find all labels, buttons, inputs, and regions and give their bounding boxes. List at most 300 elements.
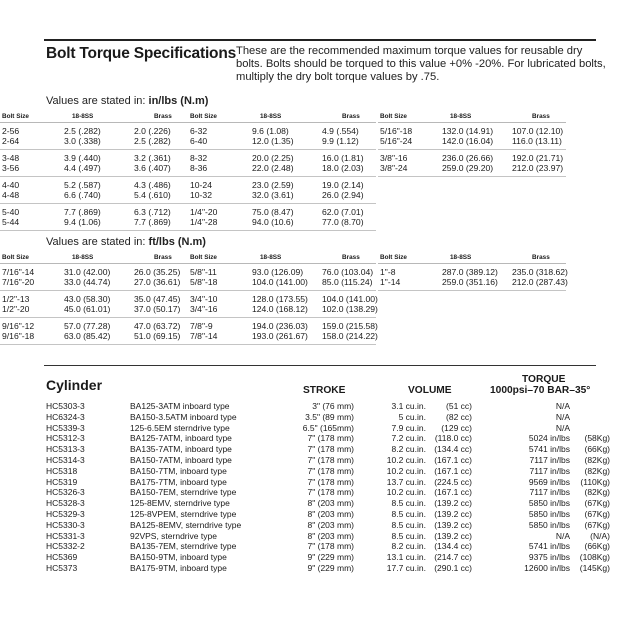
table-cell: 1/4"-20: [190, 207, 218, 217]
cylinder-cell: (82Kg): [584, 465, 610, 476]
row-group: [188, 123, 376, 150]
column-header: 18-8SS: [450, 113, 472, 120]
table-cell: 3-48: [2, 153, 20, 163]
cylinder-cell: HC5319: [46, 476, 78, 487]
table-cell: 212.0 (287.43): [512, 277, 568, 287]
table-cell: 3/8"-16: [380, 153, 408, 163]
column-header: Bolt Size: [190, 254, 217, 261]
cylinder-cell: N/A: [555, 411, 570, 422]
table-cell: 85.0 (115.24): [322, 277, 373, 287]
table-cell: 9.9 (1.12): [322, 136, 359, 146]
cylinder-cell: 7.2 cu.in.: [391, 433, 426, 444]
cylinder-cell: HC5318: [46, 465, 78, 476]
table-row: [0, 190, 188, 200]
cylinder-cell: N/A: [555, 422, 570, 433]
table-cell: 4-40: [2, 180, 20, 190]
column-header: Bolt Size: [190, 113, 217, 120]
row-group: [0, 150, 188, 177]
table-cell: 5.4 (.610): [134, 190, 171, 200]
row-group: [0, 291, 188, 318]
table-cell: 26.0 (35.25): [134, 267, 181, 277]
table-cell: 3/4"-10: [190, 294, 218, 304]
table-cell: 31.0 (42.00): [64, 267, 111, 277]
table-cell: 8-36: [190, 163, 208, 173]
table-cell: 142.0 (16.04): [442, 136, 494, 146]
cylinder-row: [46, 465, 610, 477]
table-row: [188, 180, 376, 190]
cylinder-cell: HC5339-3: [46, 422, 85, 433]
cylinder-cell: BA125-7ATM, inboard type: [130, 433, 232, 444]
cylinder-cell: (51 cc): [446, 401, 472, 411]
cylinder-cell: 5850 in/lbs: [528, 508, 570, 519]
table-cell: 5-40: [2, 207, 20, 217]
cylinder-cell: 5024 in/lbs: [528, 433, 570, 444]
table-cell: 259.0 (351.16): [442, 277, 498, 287]
cylinder-cell: (82 cc): [446, 411, 472, 422]
table-cell: 16.0 (1.81): [322, 153, 364, 163]
table-cell: 8-32: [190, 153, 208, 163]
cylinder-row: [46, 476, 610, 488]
table-cell: 5/16"-24: [380, 136, 413, 146]
intro-paragraph: These are the recommended maximum torque values for reusable dry bolts. Bolts should be torqued to this value +0% -20%. For lubricated bolts, multiply the dry bolt torque values by .75.: [236, 45, 606, 84]
table-row: [378, 153, 566, 163]
table-row: [0, 277, 188, 287]
cylinder-cell: 125-8EMV, sterndrive type: [130, 498, 230, 509]
cylinder-cell: HC5303-3: [46, 401, 85, 411]
cylinder-cell: 5 cu.in.: [398, 411, 426, 422]
torque-table: [188, 112, 376, 231]
table-cell: 10-32: [190, 190, 212, 200]
table-cell: 9/16"-18: [2, 331, 35, 341]
table-cell: 132.0 (14.91): [442, 126, 494, 136]
table-row: [188, 294, 376, 304]
table-cell: 5/8"-18: [190, 277, 218, 287]
cylinder-cell: BA125-3ATM inboard type: [130, 401, 230, 411]
cylinder-cell: 9" (229 mm): [307, 562, 354, 573]
column-header: 18-8SS: [450, 254, 472, 261]
table-row: [188, 304, 376, 314]
cylinder-cell: (167.1 cc): [434, 487, 472, 498]
table-cell: 9/16"-12: [2, 321, 35, 331]
table-cell: 5/8"-11: [190, 267, 217, 277]
cylinder-cell: (66Kg): [584, 444, 610, 455]
table-header: [378, 112, 566, 123]
torque-table: [0, 112, 188, 231]
table-cell: 7/16"-14: [2, 267, 35, 277]
units-label-inlbs: [46, 95, 208, 107]
cylinder-cell: (N/A): [590, 530, 610, 541]
table-row: [0, 321, 188, 331]
table-cell: 194.0 (236.03): [252, 321, 308, 331]
table-row: [0, 304, 188, 314]
column-header: Bolt Size: [2, 113, 29, 120]
cylinder-cell: HC5329-3: [46, 508, 85, 519]
cylinder-cell: 5850 in/lbs: [528, 519, 570, 530]
table-cell: 3.0 (.338): [64, 136, 101, 146]
table-header: [378, 253, 566, 264]
table-cell: 236.0 (26.66): [442, 153, 494, 163]
volume-header: VOLUME: [408, 385, 452, 396]
table-cell: 1"-14: [380, 277, 401, 287]
cylinder-cell: (290.1 cc): [434, 562, 472, 573]
cylinder-cell: 7" (178 mm): [307, 465, 354, 476]
cylinder-row: [46, 433, 610, 444]
table-cell: 158.0 (214.22): [322, 331, 378, 341]
table-cell: 23.0 (2.59): [252, 180, 294, 190]
table-row: [0, 294, 188, 304]
cylinder-cell: 5741 in/lbs: [528, 541, 570, 552]
table-cell: 94.0 (10.6): [252, 217, 294, 227]
cylinder-cell: (67Kg): [584, 508, 610, 519]
table-cell: 7.7 (.869): [64, 207, 101, 217]
table-row: [0, 207, 188, 217]
cylinder-cell: 5741 in/lbs: [528, 444, 570, 455]
table-row: [0, 217, 188, 227]
cylinder-cell: HC5373: [46, 562, 78, 573]
table-row: [0, 163, 188, 173]
cylinder-cell: (67Kg): [584, 519, 610, 530]
cylinder-row: [46, 519, 610, 531]
table-header: [0, 112, 188, 123]
cylinder-cell: (58Kg): [584, 433, 610, 444]
cylinder-cell: 6.5" (165mm): [302, 422, 354, 433]
cylinder-cell: (139.2 cc): [434, 519, 472, 530]
row-group: [188, 150, 376, 177]
cylinder-cell: BA175-7TM, inboard type: [130, 476, 227, 487]
table-row: [188, 163, 376, 173]
table-cell: 37.0 (50.17): [134, 304, 181, 314]
row-group: [188, 264, 376, 291]
table-cell: 3-56: [2, 163, 20, 173]
cylinder-cell: HC5312-3: [46, 433, 85, 444]
table-row: [188, 126, 376, 136]
row-group: [378, 264, 566, 291]
table-cell: 2.5 (.282): [134, 136, 171, 146]
column-header: 18-8SS: [260, 254, 282, 261]
cylinder-table: [46, 401, 610, 574]
column-header: 18-8SS: [260, 113, 282, 120]
column-header: Bolt Size: [2, 254, 29, 261]
row-group: [0, 318, 188, 345]
table-cell: 62.0 (7.01): [322, 207, 364, 217]
column-header: Brass: [532, 113, 550, 120]
table-cell: 10-24: [190, 180, 212, 190]
table-cell: 4-48: [2, 190, 20, 200]
cylinder-cell: 7" (178 mm): [307, 487, 354, 498]
cylinder-cell: N/A: [555, 401, 570, 411]
column-header: Brass: [342, 113, 360, 120]
units-value: ft/lbs (N.m): [148, 236, 206, 248]
cylinder-cell: 7" (178 mm): [307, 444, 354, 455]
table-row: [0, 136, 188, 146]
table-cell: 19.0 (2.14): [322, 180, 364, 190]
cylinder-cell: (134.4 cc): [434, 541, 472, 552]
table-cell: 35.0 (47.45): [134, 294, 181, 304]
cylinder-cell: (139.2 cc): [434, 498, 472, 509]
table-cell: 192.0 (21.71): [512, 153, 564, 163]
table-cell: 102.0 (138.29): [322, 304, 378, 314]
table-cell: 3/4"-16: [190, 304, 218, 314]
table-row: [0, 126, 188, 136]
page-title: Bolt Torque Specifications: [46, 45, 237, 62]
cylinder-cell: (134.4 cc): [434, 444, 472, 455]
torque-table: [378, 253, 566, 291]
table-row: [188, 277, 376, 287]
cylinder-cell: BA150-7ATM, inboard type: [130, 454, 232, 465]
cylinder-cell: (67Kg): [584, 498, 610, 509]
cylinder-row: [46, 423, 606, 434]
table-row: [378, 136, 566, 146]
table-row: [188, 267, 376, 277]
table-cell: 3.9 (.440): [64, 153, 101, 163]
cylinder-cell: 92VPS, sterndrive type: [130, 530, 217, 541]
cylinder-cell: (82Kg): [584, 454, 610, 465]
cylinder-cell: BA150-3.5ATM inboard type: [130, 411, 237, 422]
table-cell: 32.0 (3.61): [252, 190, 294, 200]
table-cell: 75.0 (8.47): [252, 207, 294, 217]
cylinder-cell: (145Kg): [579, 562, 610, 573]
table-cell: 6-32: [190, 126, 208, 136]
cylinder-cell: 10.2 cu.in.: [386, 465, 426, 476]
column-header: Brass: [154, 254, 172, 261]
table-cell: 4.4 (.497): [64, 163, 101, 173]
table-cell: 4.3 (.486): [134, 180, 171, 190]
cylinder-row: [46, 552, 610, 563]
table-row: [378, 163, 566, 173]
table-cell: 7/8"-9: [190, 321, 213, 331]
table-row: [0, 180, 188, 190]
cylinder-cell: 125-8VPEM, sterndrive type: [130, 508, 237, 519]
row-group: [378, 150, 566, 177]
table-row: [188, 136, 376, 146]
table-header: [188, 112, 376, 123]
cylinder-cell: HC5331-3: [46, 530, 85, 541]
row-group: [0, 123, 188, 150]
cylinder-row: [46, 444, 610, 455]
cylinder-cell: 9375 in/lbs: [528, 552, 570, 563]
cylinder-cell: (129 cc): [441, 422, 472, 433]
table-row: [188, 217, 376, 227]
table-cell: 128.0 (173.55): [252, 294, 308, 304]
table-row: [378, 126, 566, 136]
cylinder-cell: 10.2 cu.in.: [386, 487, 426, 498]
table-cell: 6.3 (.712): [134, 207, 171, 217]
table-cell: 116.0 (13.11): [512, 136, 562, 146]
table-cell: 47.0 (63.72): [134, 321, 181, 331]
stroke-header: STROKE: [303, 385, 346, 396]
cylinder-cell: (214.7 cc): [434, 552, 472, 563]
cylinder-cell: 8.5 cu.in.: [391, 498, 426, 509]
cylinder-cell: 5850 in/lbs: [528, 498, 570, 509]
cylinder-title: Cylinder: [46, 377, 103, 393]
cylinder-cell: HC6324-3: [46, 411, 85, 422]
cylinder-cell: (118.0 cc): [434, 433, 472, 444]
table-cell: 287.0 (389.12): [442, 267, 498, 277]
cylinder-cell: BA150-7EM, sterndrive type: [130, 487, 237, 498]
table-row: [0, 267, 188, 277]
table-cell: 7.7 (.869): [134, 217, 171, 227]
table-row: [188, 207, 376, 217]
units-label-ftlbs: [46, 236, 206, 248]
table-cell: 12.0 (1.35): [252, 136, 294, 146]
cylinder-row: [46, 541, 610, 552]
column-header: 18-8SS: [72, 254, 94, 261]
row-group: [0, 264, 188, 291]
cylinder-cell: 8" (203 mm): [307, 519, 354, 530]
cylinder-cell: 13.1 cu.in.: [386, 552, 426, 563]
row-group: [0, 204, 188, 231]
units-prefix: Values are stated in:: [46, 95, 146, 107]
cylinder-cell: 8.5 cu.in.: [391, 530, 426, 541]
table-row: [0, 331, 188, 341]
cylinder-cell: (82Kg): [584, 487, 610, 498]
table-header: [0, 253, 188, 264]
cylinder-cell: N/A: [555, 530, 570, 541]
torque-table: [0, 253, 188, 345]
cylinder-cell: 9" (229 mm): [307, 552, 354, 563]
cylinder-cell: HC5332-2: [46, 541, 85, 552]
table-cell: 63.0 (85.42): [64, 331, 111, 341]
cylinder-row: [46, 401, 606, 412]
cylinder-cell: 125-6.5EM sterndrive type: [130, 422, 230, 433]
table-cell: 259.0 (29.20): [442, 163, 494, 173]
cylinder-row: [46, 508, 610, 520]
column-header: 18-8SS: [72, 113, 94, 120]
section-divider: [44, 365, 596, 366]
cylinder-cell: BA150-9TM, inboard type: [130, 552, 227, 563]
table-row: [378, 277, 566, 287]
table-row: [0, 153, 188, 163]
cylinder-row: [46, 498, 610, 509]
cylinder-cell: BA150-7TM, inboard type: [130, 465, 227, 476]
cylinder-row: [46, 454, 610, 466]
table-cell: 1/2"-13: [2, 294, 30, 304]
table-cell: 33.0 (44.74): [64, 277, 111, 287]
table-cell: 93.0 (126.09): [252, 267, 304, 277]
table-row: [188, 190, 376, 200]
torque-table: [378, 112, 566, 177]
cylinder-cell: (167.1 cc): [434, 454, 472, 465]
table-cell: 26.0 (2.94): [322, 190, 364, 200]
column-header: Bolt Size: [380, 113, 407, 120]
table-cell: 9.4 (1.06): [64, 217, 101, 227]
cylinder-cell: (139.2 cc): [434, 530, 472, 541]
cylinder-cell: BA135-7ATM, inboard type: [130, 444, 232, 455]
cylinder-row: [46, 487, 610, 498]
cylinder-cell: 7117 in/lbs: [529, 487, 570, 498]
table-cell: 5.2 (.587): [64, 180, 101, 190]
cylinder-cell: 9569 in/lbs: [528, 476, 570, 487]
table-cell: 18.0 (2.03): [322, 163, 364, 173]
cylinder-cell: 7117 in/lbs: [529, 454, 570, 465]
table-cell: 51.0 (69.15): [134, 331, 181, 341]
table-cell: 6-40: [190, 136, 208, 146]
table-header: [188, 253, 376, 264]
cylinder-row: [46, 530, 610, 542]
table-cell: 212.0 (23.97): [512, 163, 564, 173]
cylinder-row: [46, 412, 606, 423]
table-cell: 77.0 (8.70): [322, 217, 364, 227]
table-row: [188, 331, 376, 341]
table-row: [378, 267, 566, 277]
table-cell: 1/4"-28: [190, 217, 218, 227]
cylinder-cell: 13.7 cu.in.: [386, 476, 426, 487]
table-row: [188, 153, 376, 163]
table-cell: 3.6 (.407): [134, 163, 171, 173]
cylinder-cell: (66Kg): [584, 541, 610, 552]
cylinder-cell: BA135-7EM, sterndrive type: [130, 541, 237, 552]
table-row: [188, 321, 376, 331]
table-cell: 22.0 (2.48): [252, 163, 294, 173]
table-cell: 235.0 (318.62): [512, 267, 568, 277]
cylinder-cell: BA175-9TM, inboard type: [130, 562, 227, 573]
table-cell: 5/16"-18: [380, 126, 413, 136]
table-cell: 159.0 (215.58): [322, 321, 378, 331]
column-header: Brass: [342, 254, 360, 261]
cylinder-cell: (139.2 cc): [434, 508, 472, 519]
column-header: Bolt Size: [380, 254, 407, 261]
cylinder-cell: 8.2 cu.in.: [391, 444, 426, 455]
cylinder-cell: HC5328-3: [46, 498, 85, 509]
table-cell: 2-64: [2, 136, 20, 146]
cylinder-cell: 7.9 cu.in.: [391, 422, 426, 433]
table-cell: 193.0 (261.67): [252, 331, 308, 341]
torque-subheader: 1000psi–70 BAR–35°: [490, 385, 591, 396]
cylinder-row: [46, 562, 610, 574]
table-cell: 1/2"-20: [2, 304, 30, 314]
cylinder-cell: 7" (178 mm): [307, 433, 354, 444]
cylinder-cell: 8" (203 mm): [307, 530, 354, 541]
table-cell: 7/8"-14: [190, 331, 218, 341]
cylinder-cell: HC5369: [46, 552, 78, 563]
row-group: [188, 204, 376, 231]
table-cell: 57.0 (77.28): [64, 321, 111, 331]
cylinder-cell: 3.1 cu.in.: [391, 401, 426, 411]
cylinder-cell: HC5314-3: [46, 454, 85, 465]
table-cell: 104.0 (141.00): [322, 294, 378, 304]
row-group: [0, 177, 188, 204]
cylinder-cell: 7" (178 mm): [307, 541, 354, 552]
cylinder-cell: 12600 in/lbs: [524, 562, 570, 573]
cylinder-cell: 3" (76 mm): [312, 401, 354, 411]
table-cell: 27.0 (36.61): [134, 277, 181, 287]
cylinder-cell: 3.5" (89 mm): [305, 411, 354, 422]
column-header: Brass: [154, 113, 172, 120]
table-cell: 4.9 (.554): [322, 126, 359, 136]
cylinder-cell: HC5313-3: [46, 444, 85, 455]
table-cell: 3.2 (.361): [134, 153, 171, 163]
table-cell: 2-56: [2, 126, 20, 136]
cylinder-cell: 8.2 cu.in.: [391, 541, 426, 552]
cylinder-cell: (110Kg): [580, 476, 610, 487]
cylinder-cell: 17.7 cu.in.: [386, 562, 426, 573]
cylinder-cell: HC5330-3: [46, 519, 85, 530]
cylinder-cell: 8.5 cu.in.: [391, 508, 426, 519]
cylinder-cell: 10.2 cu.in.: [386, 454, 426, 465]
table-cell: 43.0 (58.30): [64, 294, 111, 304]
table-cell: 1"-8: [380, 267, 396, 277]
cylinder-cell: (167.1 cc): [434, 465, 472, 476]
cylinder-cell: 7" (178 mm): [307, 454, 354, 465]
table-cell: 2.5 (.282): [64, 126, 101, 136]
cylinder-cell: 8" (203 mm): [307, 508, 354, 519]
cylinder-cell: (224.5 cc): [434, 476, 472, 487]
row-group: [378, 123, 566, 150]
column-header: Brass: [532, 254, 550, 261]
table-cell: 76.0 (103.04): [322, 267, 374, 277]
cylinder-cell: 8.5 cu.in.: [391, 519, 426, 530]
table-cell: 7/16"-20: [2, 277, 35, 287]
